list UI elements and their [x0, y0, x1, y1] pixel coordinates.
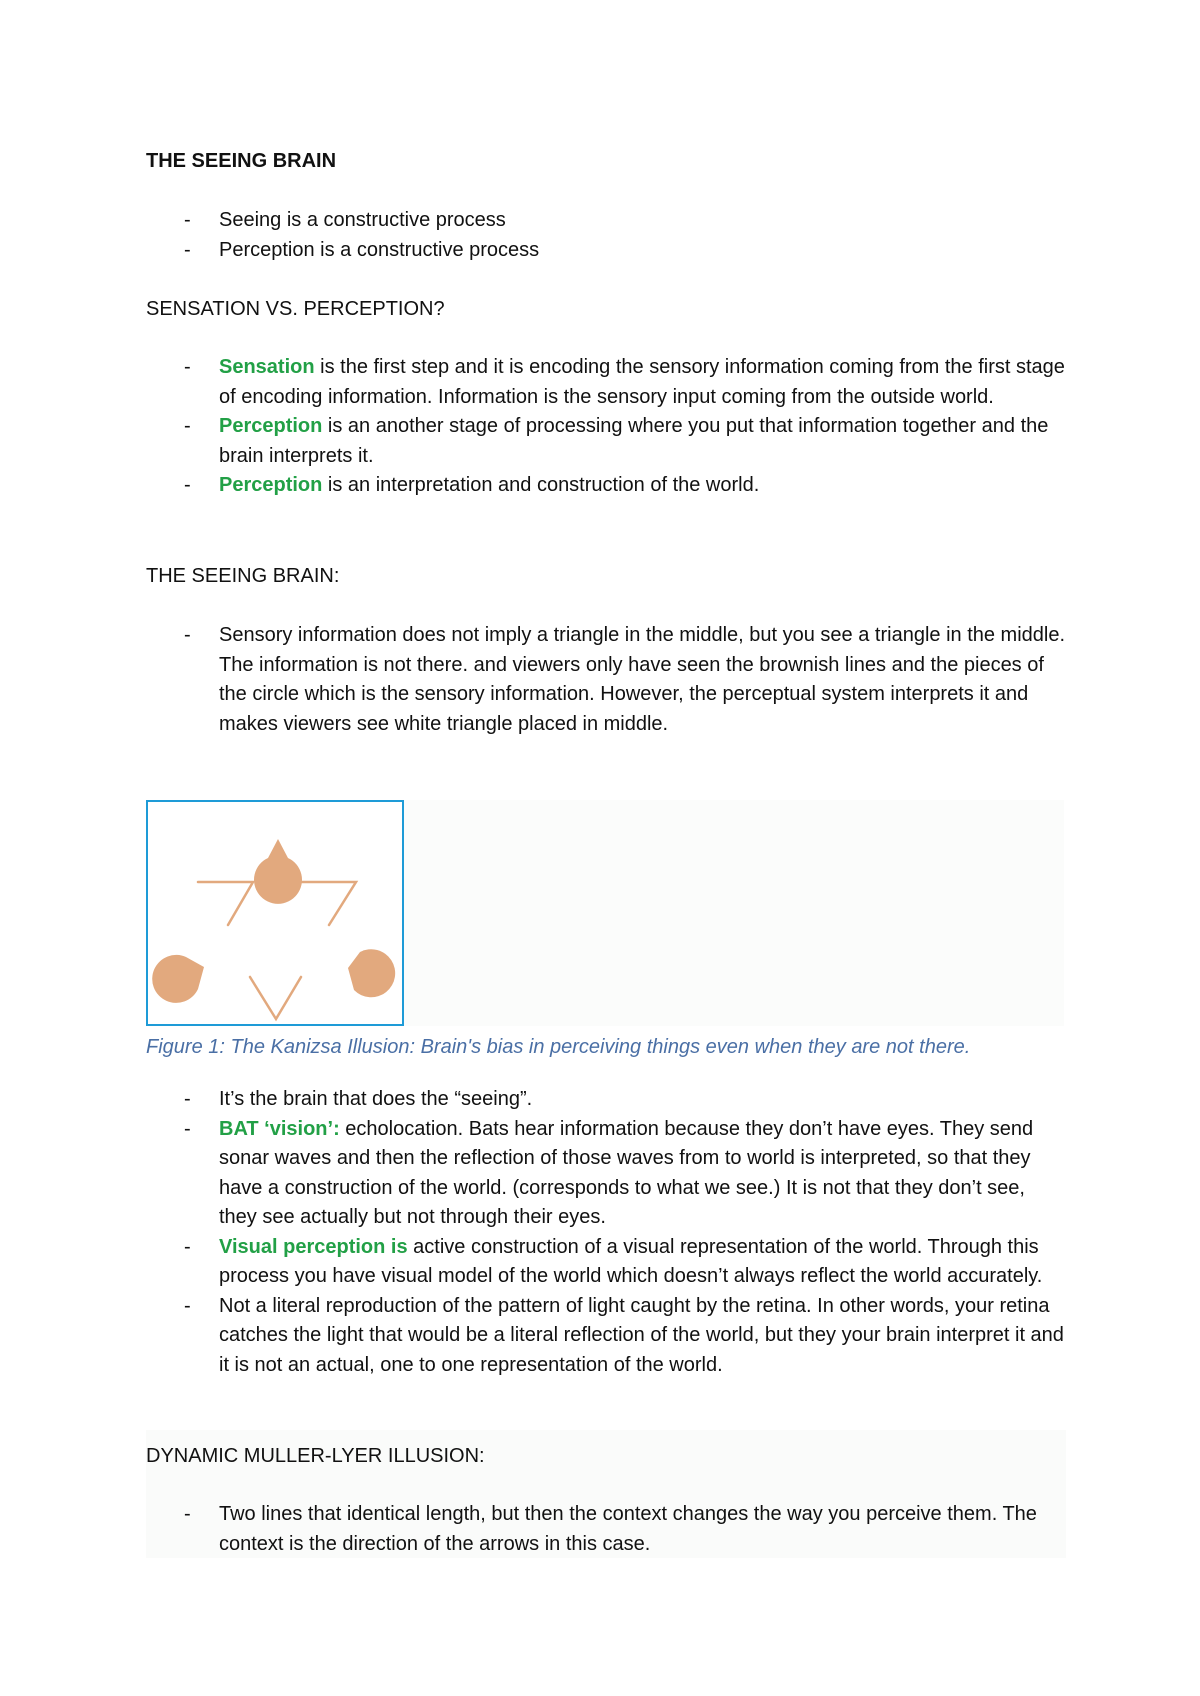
list-item — [146, 206, 1066, 236]
list-item — [146, 412, 1066, 471]
term-highlight: Perception — [219, 474, 323, 496]
dash-bullet: - — [184, 1117, 191, 1140]
kanizsa-illusion-figure — [146, 800, 404, 1026]
dash-bullet: - — [184, 1503, 191, 1525]
list-item — [146, 1292, 1066, 1381]
intro-list — [146, 206, 1066, 265]
list-item-text: Perception is a constructive process — [219, 238, 540, 261]
line-left-v — [198, 882, 253, 925]
pacman-bottom-right — [348, 949, 395, 997]
dash-bullet: - — [184, 238, 191, 261]
list-item — [146, 1085, 1066, 1115]
list-item-text: Seeing is a constructive process — [219, 209, 506, 231]
line-bottom-v — [250, 977, 301, 1019]
seeing-brain-list — [146, 621, 1066, 739]
dash-bullet: - — [184, 474, 191, 496]
dash-bullet: - — [184, 1294, 191, 1317]
term-highlight: Sensation — [219, 356, 315, 378]
figure-background-shade — [404, 800, 1064, 1026]
list-item — [146, 621, 1066, 739]
list-item-text: echolocation. Bats hear information because they don’t have eyes. They send sonar waves and then the reflection of those waves from to world is interpreted, so that they have a construction of the world. (corresponds to what we see.) It is not that they don’t see, they see actually but not through their eyes. — [219, 1117, 1034, 1228]
document-title: THE SEEING BRAIN — [146, 150, 337, 172]
list-item-text: Two lines that identical length, but then the context changes the way you perceive them. The context is the direction of the arrows in this case. — [219, 1503, 1037, 1555]
list-item — [146, 1500, 1066, 1559]
dash-bullet: - — [184, 624, 191, 646]
list-item — [146, 1115, 1066, 1233]
term-highlight: Visual perception is — [219, 1235, 408, 1258]
sensation-perception-list — [146, 353, 1066, 501]
term-highlight: Perception — [219, 415, 323, 437]
kanizsa-illusion-image — [148, 802, 402, 1024]
section-heading-seeing-brain: THE SEEING BRAIN: — [146, 565, 340, 587]
muller-lyer-list — [146, 1500, 1066, 1559]
dash-bullet: - — [184, 415, 191, 437]
pacman-top — [254, 839, 302, 904]
figure-caption: Figure 1: The Kanizsa Illusion: Brain's bias in perceiving things even when they are not there. — [146, 1036, 971, 1058]
list-item-text: active construction of a visual representation of the world. Through this process you have visual model of the world which doesn’t always reflect the world accurately. — [219, 1235, 1043, 1287]
dash-bullet: - — [184, 356, 191, 378]
line-right-v — [300, 882, 356, 925]
list-item-text: is the first step and it is encoding the sensory information coming from the first stage of encoding information. Information is the sensory input coming from the outside world. — [219, 356, 1065, 408]
list-item-text: is an another stage of processing where you put that information together and the brain interprets it. — [219, 415, 1049, 467]
dash-bullet: - — [184, 1235, 191, 1258]
dash-bullet: - — [184, 1088, 191, 1110]
dash-bullet: - — [184, 209, 191, 231]
list-item — [146, 353, 1066, 412]
list-item-text: It’s the brain that does the “seeing”. — [219, 1088, 533, 1110]
list-item — [146, 236, 1066, 266]
list-item — [146, 471, 1066, 501]
section-heading-sensation-vs-perception: SENSATION VS. PERCEPTION? — [146, 298, 445, 320]
brain-seeing-list — [146, 1085, 1066, 1380]
list-item-text: Sensory information does not imply a triangle in the middle, but you see a triangle in the middle. The information is not there. and viewers only have seen the brownish lines and the pieces of the circle which is the sensory information. However, the perceptual system interprets it and makes viewers see white triangle placed in middle. — [219, 624, 1066, 735]
pacman-bottom-left — [152, 955, 204, 1003]
section-heading-muller-lyer: DYNAMIC MULLER-LYER ILLUSION: — [146, 1445, 485, 1467]
list-item — [146, 1233, 1066, 1292]
list-item-text: Not a literal reproduction of the pattern of light caught by the retina. In other words, your retina catches the light that would be a literal reflection of the world, but they your brain interpret it and it is not an actual, one to one representation of the world. — [219, 1294, 1064, 1376]
list-item-text: is an interpretation and construction of the world. — [322, 474, 760, 496]
term-highlight: BAT ‘vision’: — [219, 1117, 340, 1140]
